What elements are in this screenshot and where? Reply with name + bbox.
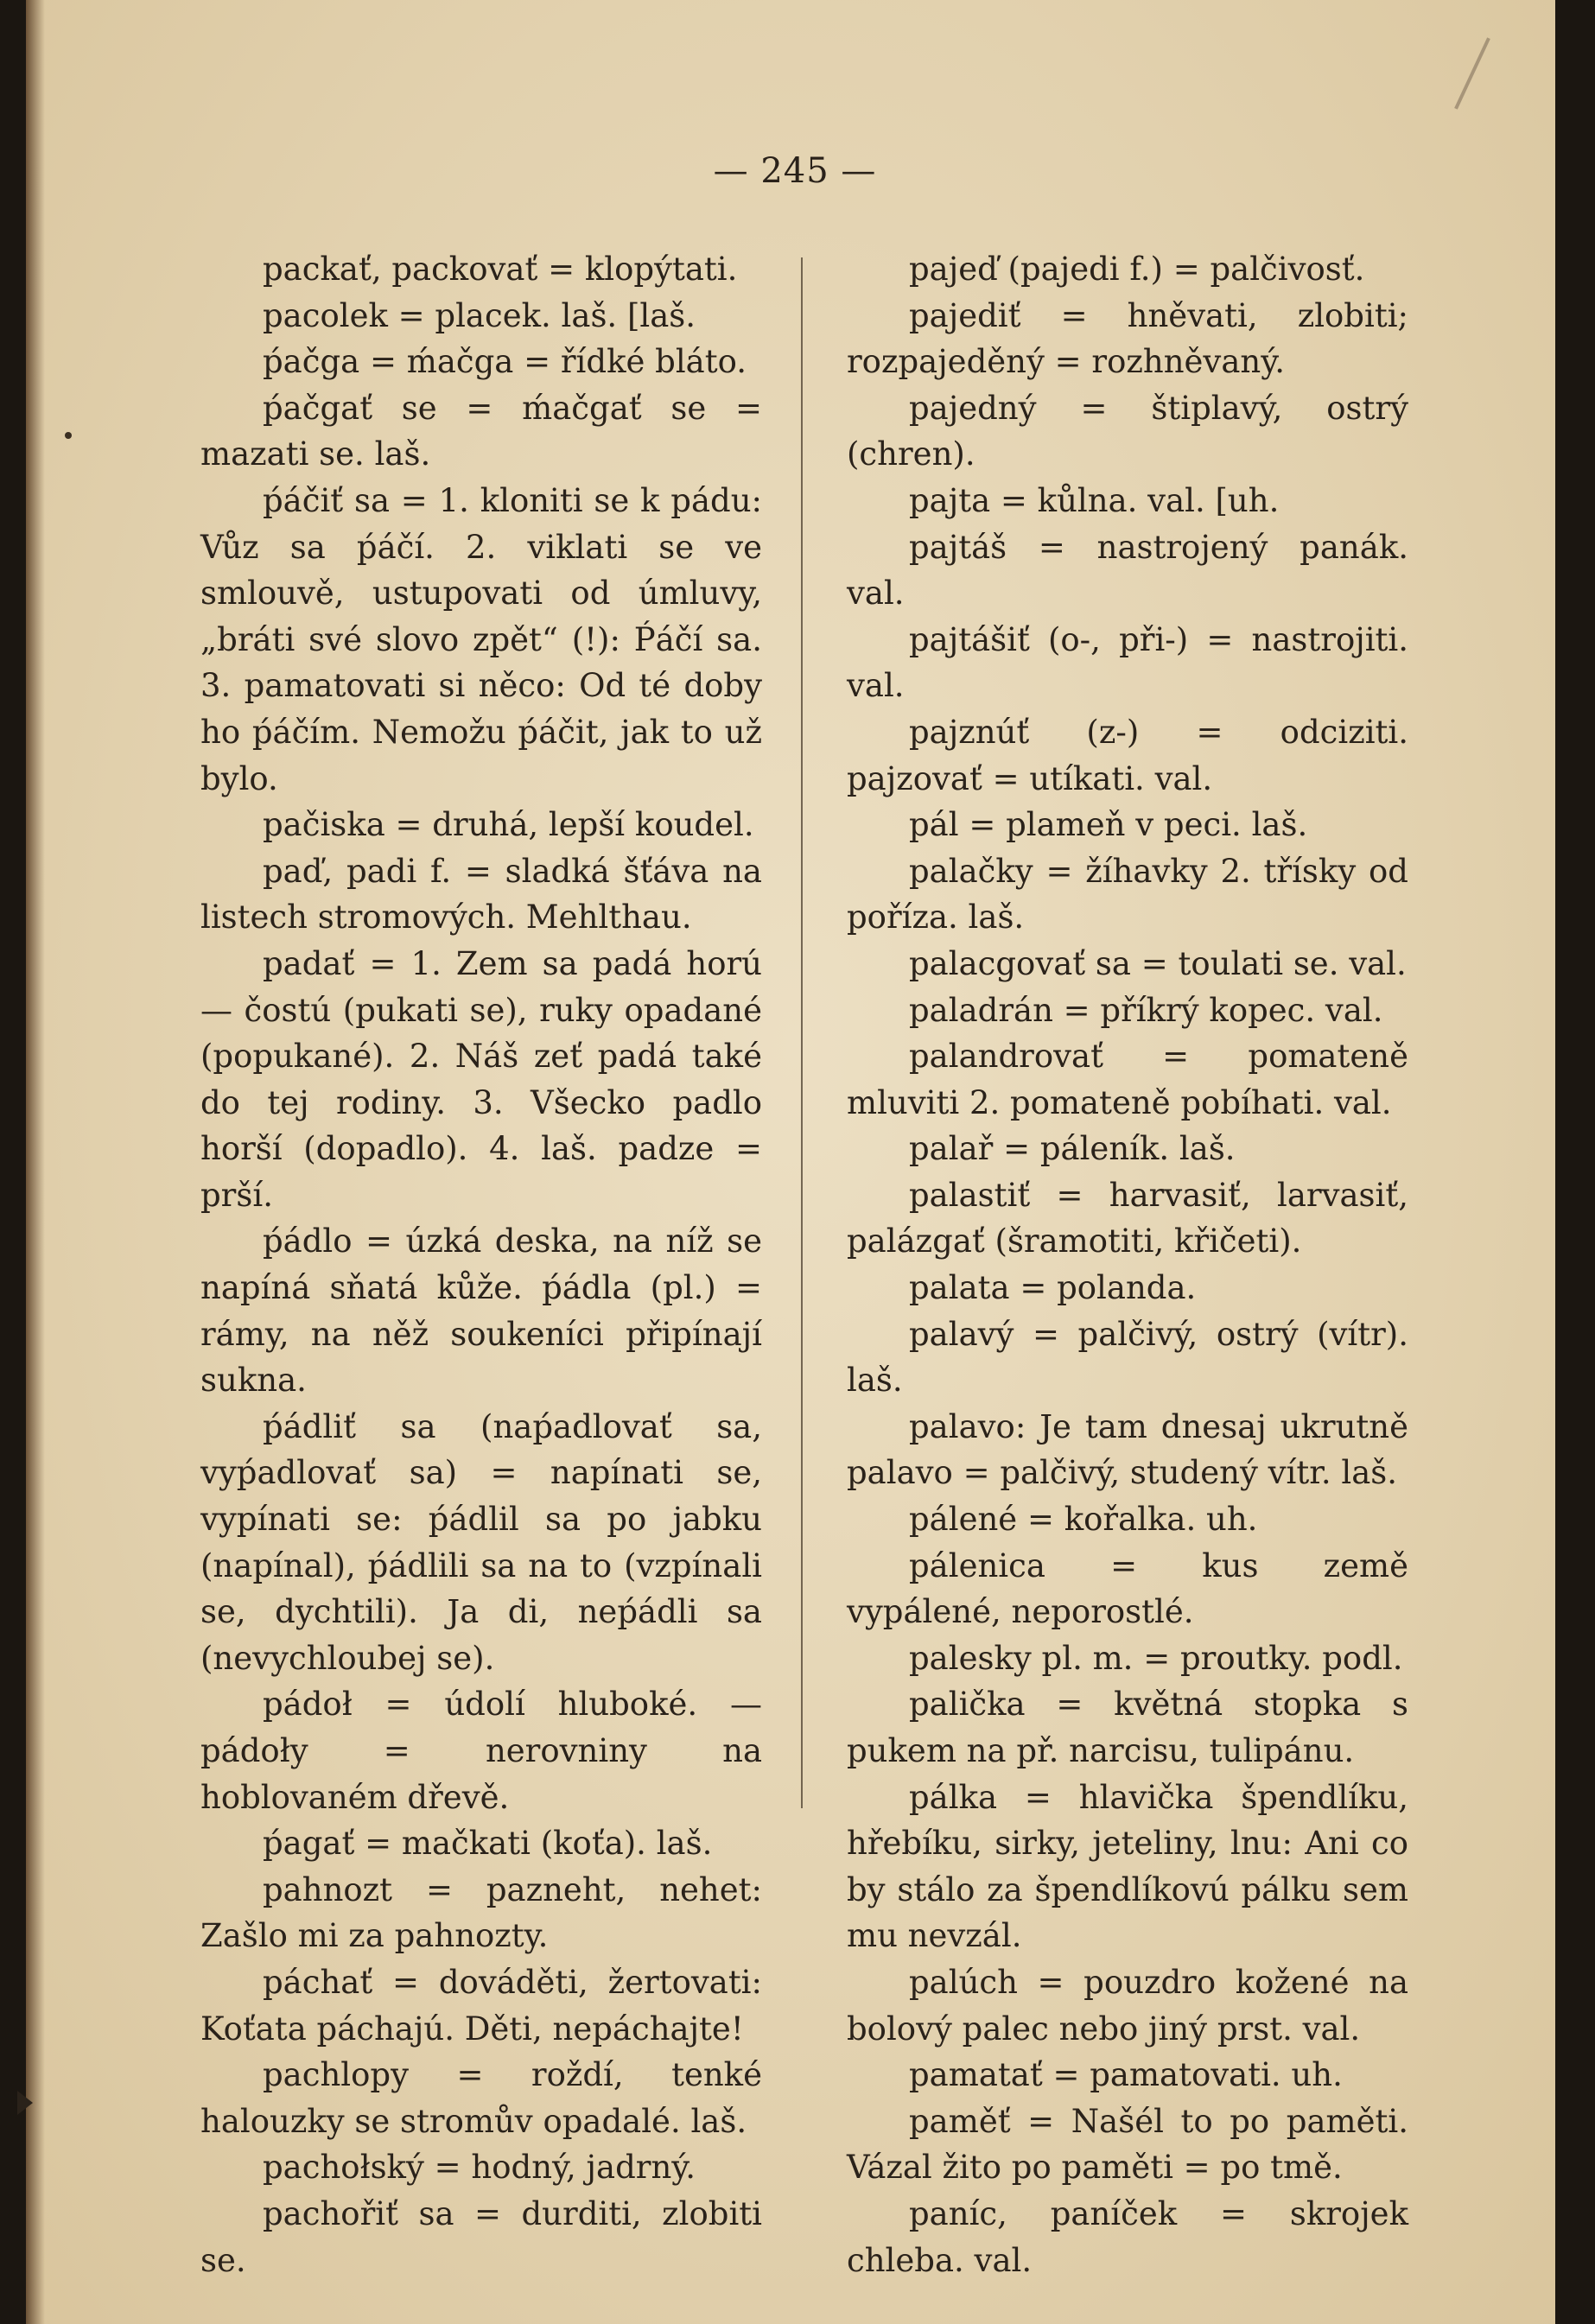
page-number: — 245 — xyxy=(713,151,877,191)
dictionary-entry: palavý = palčivý, ostrý (vítr). laš. xyxy=(847,1315,1408,1400)
dictionary-entry: palička = květná stopka s pukem na př. narcisu, tulipánu. xyxy=(847,1686,1408,1769)
dictionary-entry: palesky pl. m. = proutky. podl. xyxy=(909,1639,1403,1677)
dictionary-entry: pahnozt = pazneht, nehet: Zašlo mi za pahnozty. xyxy=(200,1870,762,1955)
dictionary-entry: pachlopy = roždí, tenké halouzky se stromův opadalé. laš. xyxy=(200,2056,762,2140)
dictionary-entry: palavo: Je tam dnesaj ukrutně palavo = palčivý, studený vítr. laš. xyxy=(847,1407,1408,1492)
dictionary-entry: palata = polanda. xyxy=(909,1269,1197,1307)
dictionary-entry: palacgovať sa = toulati se. val. xyxy=(909,944,1407,982)
dictionary-entry: pajta = kůlna. val. [uh. xyxy=(909,481,1280,519)
dictionary-entry: pajeď (pajedi f.) = palčivosť. xyxy=(909,251,1365,288)
dictionary-entry: ṕačgať se = ḿačgať se = mazati se. laš. xyxy=(200,389,762,473)
dictionary-entry: pajtášiť (o-, při-) = nastrojiti. val. xyxy=(847,620,1408,705)
scan-border xyxy=(1555,0,1595,2324)
dictionary-entry: paměť = Našél to po paměti. Vázal žito po paměti = po tmě. xyxy=(847,2102,1408,2187)
dictionary-entry: paď, padi f. = sladká šťáva na listech stromových. Mehlthau. xyxy=(200,852,762,937)
dictionary-entry: palačky = žíhavky 2. třísky od poříza. laš. xyxy=(847,852,1408,937)
dictionary-entry: pachořiť sa = durditi, zlobiti se. xyxy=(200,2194,762,2279)
dictionary-entry: pálenica = kus země vypálené, neporostlé. xyxy=(847,1546,1408,1631)
left-column xyxy=(200,246,762,2279)
margin-arrow-icon xyxy=(17,2091,33,2115)
dictionary-entry: palastiť = harvasiť, larvasiť, palázgať (šramotiti, křičeti). xyxy=(847,1176,1408,1260)
dictionary-entry: palúch = pouzdro kožené na bolový palec nebo jiný prst. val. xyxy=(847,1963,1408,2048)
dictionary-entry: pačiska = druhá, lepší koudel. xyxy=(263,806,754,844)
dictionary-entry: ṕáčiť sa = 1. kloniti se k pádu: Vůz sa ṕáčí. 2. viklati se ve smlouvě, ustupovati od úmluvy, „bráti své slovo zpět“ (!): Ṕáčí sa. 3. pamatovati si něco: Od té doby ho ṕáčím. Nemožu ṕáčit, jak to už bylo. xyxy=(200,481,762,797)
dictionary-entry: pádoł = údolí hluboké. — pádoły = nerovniny na hoblovaném dřevě. xyxy=(200,1686,762,1816)
dictionary-entry: pajedný = štiplavý, ostrý (chren). xyxy=(847,389,1408,473)
dictionary-entry: paladrán = příkrý kopec. val. xyxy=(909,991,1383,1029)
dictionary-entry: ṕagať = mačkati (koťa). laš. xyxy=(263,1825,713,1863)
dictionary-entry: pajediť = hněvati, zlobiti; rozpajeděný = rozhněvaný. xyxy=(847,296,1408,381)
dictionary-entry: padať = 1. Zem sa padá horú — čostú (pukati se), ruky opadané (popukané). 2. Náš zeť padá také do tej rodiny. 3. Všecko padlo horší (dopadlo). 4. laš. padze = prší. xyxy=(200,944,762,1214)
dictionary-entry: ṕádliť sa (naṕadlovať sa, vyṕadlovať sa) = napínati se, vypínati se: ṕádlil sa po jabku (napínal), ṕádlili sa na to (vzpínali se, dychtili). Ja di, neṕádli sa (nevychloubej se). xyxy=(200,1407,762,1677)
dictionary-entry: palař = páleník. laš. xyxy=(909,1130,1236,1168)
dictionary-entry: pálka = hlavička špendlíku, hřebíku, sirky, jeteliny, lnu: Ani co by stálo za špendlíkovú pálku sem mu nevzál. xyxy=(847,1778,1408,1955)
column-divider xyxy=(801,257,803,1808)
dictionary-entry: pacolek = placek. laš. [laš. xyxy=(263,296,696,334)
dictionary-entry: pamatať = pamatovati. uh. xyxy=(909,2056,1343,2094)
dictionary-entry: pajznúť (z-) = odciziti. pajzovať = utíkati. val. xyxy=(847,713,1408,797)
dictionary-entry: páchať = dováděti, žertovati: Koťata páchajú. Děti, nepáchajte! xyxy=(200,1963,762,2048)
dictionary-entry: pajtáš = nastrojený panák. val. xyxy=(847,528,1408,613)
dictionary-entry: ṕádlo = úzká deska, na níž se napíná sňatá kůže. ṕádla (pl.) = rámy, na něž soukeníci připínají sukna. xyxy=(200,1222,762,1400)
margin-dot xyxy=(65,432,72,439)
right-column xyxy=(847,246,1408,2279)
dictionary-entry: pál = plameň v peci. laš. xyxy=(909,806,1308,844)
binding-shadow xyxy=(26,0,45,2324)
dictionary-entry: paníc, paníček = skrojek chleba. val. xyxy=(847,2194,1408,2279)
dictionary-entry: ṕačga = ḿačga = řídké bláto. xyxy=(263,343,747,381)
dictionary-entry: packať, packovať = klopýtati. xyxy=(263,251,738,288)
dictionary-entry: pálené = kořalka. uh. xyxy=(909,1501,1258,1539)
dictionary-entry: palandrovať = pomateně mluviti 2. pomateně pobíhati. val. xyxy=(847,1038,1408,1121)
dictionary-entry: pachołský = hodný, jadrný. xyxy=(263,2149,696,2187)
